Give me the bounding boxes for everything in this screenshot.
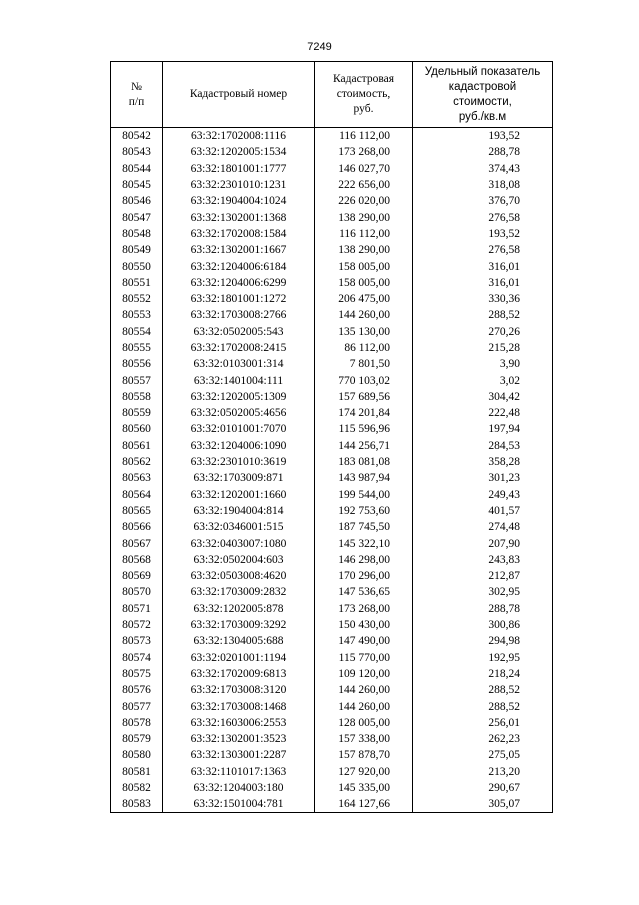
cadastral-number-cell: 63:32:1302001:1368 <box>163 209 315 225</box>
specific-indicator-cell: 276,58 <box>413 242 553 258</box>
cadastral-cost-cell: 138 290,00 <box>315 242 413 258</box>
cadastral-number-cell: 63:32:1204006:6299 <box>163 275 315 291</box>
cadastral-cost-cell: 144 260,00 <box>315 698 413 714</box>
table-row <box>111 356 553 372</box>
cadastral-number-cell: 63:32:1904004:1024 <box>163 193 315 209</box>
table-row <box>111 177 553 193</box>
cadastral-cost-cell: 127 920,00 <box>315 764 413 780</box>
row-number-cell: 80570 <box>111 584 163 600</box>
table-row <box>111 340 553 356</box>
cadastral-number-cell: 63:32:1703008:2766 <box>163 307 315 323</box>
specific-indicator-cell: 316,01 <box>413 275 553 291</box>
table-row <box>111 307 553 323</box>
specific-indicator-cell: 294,98 <box>413 633 553 649</box>
cadastral-cost-cell: 146 027,70 <box>315 161 413 177</box>
row-number-cell: 80547 <box>111 209 163 225</box>
cadastral-number-cell: 63:32:1101017:1363 <box>163 764 315 780</box>
table-row <box>111 324 553 340</box>
cadastral-cost-cell: 147 490,00 <box>315 633 413 649</box>
cadastral-number-cell: 63:32:1204006:1090 <box>163 438 315 454</box>
row-number-cell: 80549 <box>111 242 163 258</box>
cadastral-number-cell: 63:32:2301010:1231 <box>163 177 315 193</box>
cadastral-number-cell: 63:32:1202005:1309 <box>163 389 315 405</box>
cadastral-cost-cell: 770 103,02 <box>315 372 413 388</box>
row-number-cell: 80579 <box>111 731 163 747</box>
specific-indicator-cell: 318,08 <box>413 177 553 193</box>
row-number-cell: 80543 <box>111 144 163 160</box>
specific-indicator-cell: 3,90 <box>413 356 553 372</box>
cadastral-number-cell: 63:32:1302001:3523 <box>163 731 315 747</box>
cadastral-number-cell: 63:32:1703008:3120 <box>163 682 315 698</box>
cadastral-number-cell: 63:32:1703009:871 <box>163 470 315 486</box>
row-number-cell: 80553 <box>111 307 163 323</box>
table-row <box>111 275 553 291</box>
row-number-cell: 80552 <box>111 291 163 307</box>
table-row <box>111 764 553 780</box>
cadastral-cost-cell: 226 020,00 <box>315 193 413 209</box>
cadastral-number-cell: 63:32:1401004:111 <box>163 372 315 388</box>
cadastral-cost-cell: 150 430,00 <box>315 617 413 633</box>
table-row <box>111 666 553 682</box>
specific-indicator-cell: 288,52 <box>413 698 553 714</box>
cadastral-number-cell: 63:32:1204003:180 <box>163 780 315 796</box>
specific-indicator-cell: 262,23 <box>413 731 553 747</box>
specific-indicator-cell: 192,95 <box>413 650 553 666</box>
specific-indicator-cell: 212,87 <box>413 568 553 584</box>
table-row <box>111 454 553 470</box>
row-number-cell: 80551 <box>111 275 163 291</box>
row-number-cell: 80546 <box>111 193 163 209</box>
cadastral-number-cell: 63:32:1801001:1777 <box>163 161 315 177</box>
cadastral-cost-cell: 138 290,00 <box>315 209 413 225</box>
cadastral-cost-cell: 206 475,00 <box>315 291 413 307</box>
row-number-cell: 80555 <box>111 340 163 356</box>
row-number-cell: 80575 <box>111 666 163 682</box>
row-number-cell: 80571 <box>111 601 163 617</box>
cadastral-cost-cell: 109 120,00 <box>315 666 413 682</box>
specific-indicator-cell: 288,52 <box>413 307 553 323</box>
cadastral-cost-cell: 170 296,00 <box>315 568 413 584</box>
specific-indicator-cell: 274,48 <box>413 519 553 535</box>
row-number-cell: 80568 <box>111 552 163 568</box>
table-row <box>111 389 553 405</box>
row-number-cell: 80565 <box>111 503 163 519</box>
cadastral-number-cell: 63:32:0403007:1080 <box>163 535 315 551</box>
row-number-cell: 80574 <box>111 650 163 666</box>
table-row <box>111 487 553 503</box>
row-number-cell: 80566 <box>111 519 163 535</box>
row-number-cell: 80582 <box>111 780 163 796</box>
cadastral-number-cell: 63:32:0101001:7070 <box>163 421 315 437</box>
specific-indicator-cell: 197,94 <box>413 421 553 437</box>
table-row <box>111 372 553 388</box>
row-number-cell: 80576 <box>111 682 163 698</box>
specific-indicator-cell: 193,52 <box>413 128 553 145</box>
cadastral-cost-cell: 144 260,00 <box>315 307 413 323</box>
cadastral-cost-cell: 157 878,70 <box>315 747 413 763</box>
cadastral-cost-cell: 144 256,71 <box>315 438 413 454</box>
cadastral-number-cell: 63:32:1303001:2287 <box>163 747 315 763</box>
row-number-cell: 80560 <box>111 421 163 437</box>
table-row <box>111 584 553 600</box>
row-number-cell: 80545 <box>111 177 163 193</box>
table-row <box>111 780 553 796</box>
cadastral-number-cell: 63:32:1204006:6184 <box>163 258 315 274</box>
table-row <box>111 601 553 617</box>
row-number-cell: 80564 <box>111 487 163 503</box>
row-number-cell: 80556 <box>111 356 163 372</box>
row-number-cell: 80583 <box>111 796 163 813</box>
row-number-cell: 80561 <box>111 438 163 454</box>
table-row <box>111 242 553 258</box>
cadastral-cost-cell: 183 081,08 <box>315 454 413 470</box>
cadastral-cost-cell: 146 298,00 <box>315 552 413 568</box>
table-row <box>111 405 553 421</box>
header-row-number: № п/п <box>111 62 163 128</box>
specific-indicator-cell: 270,26 <box>413 324 553 340</box>
cadastral-number-cell: 63:32:1202005:878 <box>163 601 315 617</box>
table-row <box>111 161 553 177</box>
cadastral-number-cell: 63:32:1703009:3292 <box>163 617 315 633</box>
cadastral-cost-cell: 173 268,00 <box>315 601 413 617</box>
cadastral-cost-cell: 164 127,66 <box>315 796 413 813</box>
cadastral-number-cell: 63:32:0346001:515 <box>163 519 315 535</box>
specific-indicator-cell: 300,86 <box>413 617 553 633</box>
row-number-cell: 80573 <box>111 633 163 649</box>
specific-indicator-cell: 290,67 <box>413 780 553 796</box>
page-number: 7249 <box>307 41 332 53</box>
table-row <box>111 258 553 274</box>
cadastral-cost-cell: 145 335,00 <box>315 780 413 796</box>
cadastral-cost-cell: 173 268,00 <box>315 144 413 160</box>
table-row <box>111 503 553 519</box>
specific-indicator-cell: 301,23 <box>413 470 553 486</box>
cadastral-number-cell: 63:32:2301010:3619 <box>163 454 315 470</box>
cadastral-number-cell: 63:32:0502005:4656 <box>163 405 315 421</box>
specific-indicator-cell: 215,28 <box>413 340 553 356</box>
row-number-cell: 80544 <box>111 161 163 177</box>
specific-indicator-cell: 218,24 <box>413 666 553 682</box>
row-number-cell: 80563 <box>111 470 163 486</box>
cadastral-cost-cell: 144 260,00 <box>315 682 413 698</box>
cadastral-number-cell: 63:32:1501004:781 <box>163 796 315 813</box>
specific-indicator-cell: 276,58 <box>413 209 553 225</box>
header-specific-indicator: Удельный показатель кадастровой стоимости, руб./кв.м <box>413 62 553 128</box>
table-row <box>111 128 553 145</box>
row-number-cell: 80569 <box>111 568 163 584</box>
specific-indicator-cell: 288,52 <box>413 682 553 698</box>
table-row <box>111 438 553 454</box>
table-row <box>111 617 553 633</box>
row-number-cell: 80562 <box>111 454 163 470</box>
table-row <box>111 796 553 813</box>
row-number-cell: 80578 <box>111 715 163 731</box>
header-cadastral-number: Кадастровый номер <box>163 62 315 128</box>
cadastral-cost-cell: 145 322,10 <box>315 535 413 551</box>
cadastral-cost-cell: 116 112,00 <box>315 128 413 145</box>
cadastral-number-cell: 63:32:1703009:2832 <box>163 584 315 600</box>
cadastral-cost-cell: 7 801,50 <box>315 356 413 372</box>
row-number-cell: 80559 <box>111 405 163 421</box>
table-row <box>111 682 553 698</box>
table-row <box>111 747 553 763</box>
row-number-cell: 80542 <box>111 128 163 145</box>
cadastral-cost-cell: 157 689,56 <box>315 389 413 405</box>
row-number-cell: 80567 <box>111 535 163 551</box>
cadastral-cost-cell: 192 753,60 <box>315 503 413 519</box>
table-row <box>111 650 553 666</box>
cadastral-cost-cell: 199 544,00 <box>315 487 413 503</box>
cadastral-number-cell: 63:32:0502004:603 <box>163 552 315 568</box>
specific-indicator-cell: 374,43 <box>413 161 553 177</box>
cadastral-number-cell: 63:32:1904004:814 <box>163 503 315 519</box>
row-number-cell: 80548 <box>111 226 163 242</box>
cadastral-number-cell: 63:32:1702008:2415 <box>163 340 315 356</box>
cadastral-number-cell: 63:32:1703008:1468 <box>163 698 315 714</box>
table-row <box>111 535 553 551</box>
specific-indicator-cell: 213,20 <box>413 764 553 780</box>
cadastral-cost-cell: 157 338,00 <box>315 731 413 747</box>
cadastral-cost-cell: 115 596,96 <box>315 421 413 437</box>
cadastral-number-cell: 63:32:0103001:314 <box>163 356 315 372</box>
specific-indicator-cell: 401,57 <box>413 503 553 519</box>
cadastral-number-cell: 63:32:1702008:1584 <box>163 226 315 242</box>
table-row <box>111 226 553 242</box>
cadastral-cost-cell: 222 656,00 <box>315 177 413 193</box>
cadastral-number-cell: 63:32:1603006:2553 <box>163 715 315 731</box>
cadastral-number-cell: 63:32:1702009:6813 <box>163 666 315 682</box>
cadastral-number-cell: 63:32:0503008:4620 <box>163 568 315 584</box>
table-row <box>111 421 553 437</box>
specific-indicator-cell: 284,53 <box>413 438 553 454</box>
specific-indicator-cell: 330,36 <box>413 291 553 307</box>
table-row <box>111 731 553 747</box>
cadastral-cost-cell: 147 536,65 <box>315 584 413 600</box>
row-number-cell: 80557 <box>111 372 163 388</box>
table-row <box>111 291 553 307</box>
row-number-cell: 80550 <box>111 258 163 274</box>
cadastral-cost-cell: 115 770,00 <box>315 650 413 666</box>
cadastral-number-cell: 63:32:1202001:1660 <box>163 487 315 503</box>
specific-indicator-cell: 358,28 <box>413 454 553 470</box>
cadastral-number-cell: 63:32:1304005:688 <box>163 633 315 649</box>
row-number-cell: 80572 <box>111 617 163 633</box>
table-row <box>111 144 553 160</box>
specific-indicator-cell: 256,01 <box>413 715 553 731</box>
cadastral-number-cell: 63:32:1202005:1534 <box>163 144 315 160</box>
specific-indicator-cell: 3,02 <box>413 372 553 388</box>
table-row <box>111 519 553 535</box>
specific-indicator-cell: 249,43 <box>413 487 553 503</box>
table-row <box>111 715 553 731</box>
cadastral-number-cell: 63:32:1302001:1667 <box>163 242 315 258</box>
cadastral-number-cell: 63:32:0201001:1194 <box>163 650 315 666</box>
specific-indicator-cell: 304,42 <box>413 389 553 405</box>
table-row <box>111 552 553 568</box>
specific-indicator-cell: 222,48 <box>413 405 553 421</box>
table-body <box>111 128 553 813</box>
table-row <box>111 193 553 209</box>
table-row <box>111 698 553 714</box>
row-number-cell: 80577 <box>111 698 163 714</box>
row-number-cell: 80580 <box>111 747 163 763</box>
row-number-cell: 80581 <box>111 764 163 780</box>
specific-indicator-cell: 316,01 <box>413 258 553 274</box>
table-header-row <box>111 62 553 128</box>
specific-indicator-cell: 288,78 <box>413 144 553 160</box>
specific-indicator-cell: 288,78 <box>413 601 553 617</box>
cadastral-cost-cell: 135 130,00 <box>315 324 413 340</box>
cadastral-cost-cell: 143 987,94 <box>315 470 413 486</box>
table-row <box>111 568 553 584</box>
table-row <box>111 209 553 225</box>
cadastral-cost-cell: 158 005,00 <box>315 275 413 291</box>
cadastral-cost-cell: 116 112,00 <box>315 226 413 242</box>
specific-indicator-cell: 305,07 <box>413 796 553 813</box>
specific-indicator-cell: 302,95 <box>413 584 553 600</box>
cadastral-cost-cell: 174 201,84 <box>315 405 413 421</box>
specific-indicator-cell: 243,83 <box>413 552 553 568</box>
specific-indicator-cell: 275,05 <box>413 747 553 763</box>
cadastral-cost-cell: 158 005,00 <box>315 258 413 274</box>
cadastral-value-table <box>110 61 553 813</box>
cadastral-cost-cell: 187 745,50 <box>315 519 413 535</box>
cadastral-cost-cell: 128 005,00 <box>315 715 413 731</box>
cadastral-number-cell: 63:32:1801001:1272 <box>163 291 315 307</box>
header-cadastral-cost: Кадастровая стоимость, руб. <box>315 62 413 128</box>
specific-indicator-cell: 207,90 <box>413 535 553 551</box>
row-number-cell: 80558 <box>111 389 163 405</box>
specific-indicator-cell: 193,52 <box>413 226 553 242</box>
table-row <box>111 633 553 649</box>
cadastral-number-cell: 63:32:1702008:1116 <box>163 128 315 145</box>
specific-indicator-cell: 376,70 <box>413 193 553 209</box>
row-number-cell: 80554 <box>111 324 163 340</box>
cadastral-number-cell: 63:32:0502005:543 <box>163 324 315 340</box>
cadastral-cost-cell: 86 112,00 <box>315 340 413 356</box>
table-row <box>111 470 553 486</box>
